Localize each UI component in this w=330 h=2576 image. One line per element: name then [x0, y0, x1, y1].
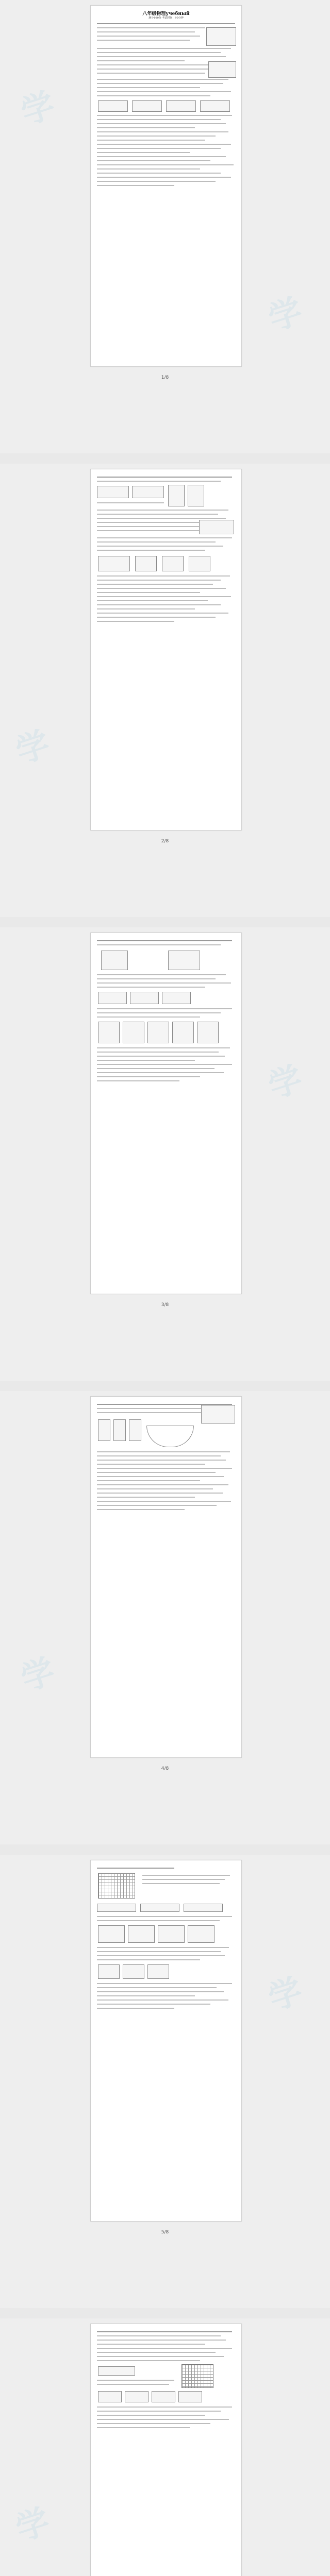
text-line — [97, 1480, 200, 1481]
text-line — [97, 1451, 230, 1452]
figure — [168, 485, 185, 506]
text-line — [97, 1412, 210, 1413]
text-line — [97, 87, 200, 88]
text-line — [97, 546, 223, 547]
text-line — [97, 181, 216, 182]
text-line — [97, 1505, 217, 1506]
figure — [152, 2391, 175, 2402]
text-line — [97, 613, 228, 614]
text-line — [97, 83, 223, 84]
grid-figure — [182, 2364, 213, 2388]
figure — [123, 1964, 144, 1979]
text-line — [97, 60, 185, 61]
watermark: 学 — [16, 1652, 60, 1699]
text-line — [97, 1016, 200, 1018]
text-line — [97, 2380, 174, 2381]
text-line — [97, 604, 221, 605]
text-line — [97, 115, 232, 116]
figure — [130, 992, 159, 1004]
figure — [97, 1904, 136, 1912]
figure — [166, 100, 196, 112]
text-line — [97, 127, 195, 128]
text-line — [97, 944, 221, 945]
page-number: 2/8 — [161, 839, 169, 844]
figure — [162, 556, 184, 571]
figure — [113, 1419, 126, 1441]
text-line — [97, 1920, 220, 1921]
figure — [98, 992, 127, 1004]
text-line — [97, 2335, 221, 2336]
text-line — [97, 52, 221, 53]
figure — [189, 556, 210, 571]
text-line — [97, 185, 174, 186]
figure — [128, 1925, 155, 1943]
text-line — [97, 31, 195, 32]
text-line — [97, 140, 205, 141]
figure — [147, 1964, 169, 1979]
figure — [201, 1405, 235, 1423]
figure — [147, 1022, 169, 1043]
text-line — [97, 608, 195, 609]
exam-page-2 — [90, 469, 242, 831]
figure — [199, 520, 234, 534]
text-line — [97, 580, 221, 581]
text-line — [97, 2344, 205, 2345]
text-line — [97, 36, 200, 37]
text-line — [97, 974, 226, 975]
text-line — [97, 982, 231, 984]
text-line — [97, 69, 216, 70]
figure — [98, 1419, 110, 1441]
text-line — [97, 123, 226, 124]
text-line — [97, 518, 226, 519]
figure — [132, 486, 164, 498]
text-line — [97, 1959, 200, 1960]
figure — [146, 1426, 194, 1447]
text-line — [97, 152, 190, 153]
text-line — [97, 1068, 214, 1069]
text-line — [97, 40, 190, 41]
text-line — [97, 1497, 195, 1498]
text-line — [97, 1047, 230, 1048]
text-line — [97, 135, 216, 137]
text-line — [97, 173, 221, 174]
text-line — [97, 477, 232, 478]
text-line — [97, 1464, 205, 1465]
page-number: 1/8 — [161, 375, 169, 380]
text-line — [97, 164, 234, 165]
figure — [162, 992, 191, 1004]
exam-page-3 — [90, 933, 242, 1294]
text-line — [97, 1072, 224, 1073]
text-line — [142, 1879, 225, 1880]
watermark: 学 — [11, 2502, 55, 2549]
text-line — [97, 592, 200, 593]
text-line — [97, 2427, 190, 2428]
text-line — [97, 575, 230, 577]
text-line — [97, 1060, 195, 1061]
figure — [197, 1022, 219, 1043]
figure — [206, 27, 236, 46]
text-line — [97, 1501, 231, 1502]
figure — [98, 1964, 120, 1979]
text-line — [97, 1472, 216, 1473]
text-line — [97, 48, 231, 49]
text-line — [97, 2423, 210, 2424]
text-line — [97, 2419, 229, 2420]
text-line — [97, 1476, 224, 1477]
text-line — [97, 1460, 226, 1461]
figure — [188, 1925, 214, 1943]
text-line — [97, 160, 210, 161]
text-line — [97, 1052, 219, 1053]
text-line — [97, 177, 231, 178]
text-line — [97, 481, 221, 482]
text-line — [97, 530, 210, 531]
figure — [168, 951, 200, 970]
text-line — [97, 91, 231, 92]
text-line — [97, 1484, 228, 1485]
figure — [184, 1904, 223, 1912]
figure — [208, 61, 236, 78]
text-line — [97, 56, 226, 57]
text-line — [97, 1868, 174, 1869]
text-line — [97, 584, 213, 585]
page-number: 5/8 — [161, 2230, 169, 2235]
exam-page-4 — [90, 1396, 242, 1758]
text-line — [97, 1012, 221, 1013]
text-line — [97, 2008, 174, 2009]
text-line — [97, 537, 232, 538]
page-number: 4/8 — [161, 1766, 169, 1771]
text-line — [97, 550, 205, 551]
text-line — [97, 23, 235, 24]
text-line — [97, 2360, 200, 2361]
figure — [200, 100, 230, 112]
exam-page-1 — [90, 5, 242, 367]
figure — [98, 1925, 125, 1943]
figure — [97, 486, 129, 498]
watermark: 学 — [263, 1971, 307, 2018]
text-line — [97, 131, 228, 132]
text-line — [97, 617, 216, 618]
text-line — [97, 1951, 221, 1952]
figure — [101, 951, 128, 970]
figure — [132, 100, 162, 112]
figure — [140, 1904, 179, 1912]
text-line — [97, 940, 232, 941]
figure — [98, 2391, 122, 2402]
text-line — [97, 1947, 229, 1948]
text-line — [97, 1056, 225, 1057]
text-line — [97, 1080, 179, 1081]
figure — [125, 2391, 148, 2402]
text-line — [97, 1455, 221, 1456]
text-line — [97, 1468, 232, 1469]
text-line — [97, 1916, 232, 1917]
text-line — [97, 522, 200, 523]
text-line — [97, 596, 231, 597]
text-line — [97, 2406, 232, 2408]
text-line — [97, 1064, 232, 1065]
text-line — [97, 514, 218, 515]
text-line — [97, 27, 205, 28]
text-line — [97, 2340, 226, 2341]
text-line — [142, 1883, 220, 1884]
text-line — [97, 621, 174, 622]
text-line — [97, 2331, 232, 2332]
text-line — [97, 119, 221, 120]
watermark: 学 — [263, 1059, 307, 1106]
figure — [135, 556, 157, 571]
text-line — [97, 1488, 213, 1489]
grid-figure — [98, 1873, 135, 1899]
text-line — [97, 1008, 232, 1009]
text-line — [97, 600, 208, 601]
text-line — [97, 73, 205, 74]
text-line — [97, 2356, 224, 2357]
text-line — [97, 1493, 223, 1494]
text-line — [97, 168, 200, 170]
text-line — [97, 510, 228, 511]
text-line — [97, 95, 210, 96]
exam-page-6 — [90, 2324, 242, 2576]
text-line — [97, 1991, 224, 1992]
exam-subtitle: 满分100分 考试时间：90分钟 — [148, 16, 184, 20]
figure — [98, 100, 128, 112]
text-line — [97, 2004, 210, 2005]
figure — [129, 1419, 141, 1441]
figure — [188, 485, 204, 506]
text-line — [97, 1955, 225, 1956]
exam-title: 八年级物理учебный — [142, 11, 190, 16]
text-line — [142, 1875, 230, 1876]
text-line — [97, 1076, 200, 1077]
figure — [98, 556, 130, 571]
text-line — [97, 1999, 228, 2001]
text-line — [97, 978, 216, 979]
text-line — [97, 987, 205, 988]
text-line — [97, 1983, 232, 1984]
figure — [123, 1022, 144, 1043]
figure — [98, 1022, 120, 1043]
text-line — [97, 144, 231, 145]
text-line — [97, 1509, 185, 1510]
watermark: 学 — [263, 292, 307, 338]
text-line — [97, 79, 228, 80]
text-line — [97, 588, 226, 589]
text-line — [97, 156, 226, 157]
text-line — [97, 2411, 221, 2412]
watermark: 学 — [11, 724, 55, 771]
text-line — [97, 1995, 195, 1996]
page-number: 3/8 — [161, 1302, 169, 1308]
text-line — [97, 1987, 217, 1988]
figure — [158, 1925, 185, 1943]
text-line — [97, 2348, 232, 2349]
text-line — [97, 148, 221, 149]
text-line — [97, 541, 216, 543]
figure — [178, 2391, 202, 2402]
text-line — [97, 2352, 216, 2353]
text-line — [97, 2415, 205, 2416]
figure — [172, 1022, 194, 1043]
watermark: 学 — [16, 86, 60, 132]
exam-page-5 — [90, 1860, 242, 2222]
figure — [98, 2366, 135, 2376]
text-line — [97, 2384, 169, 2385]
text-line — [97, 502, 164, 503]
